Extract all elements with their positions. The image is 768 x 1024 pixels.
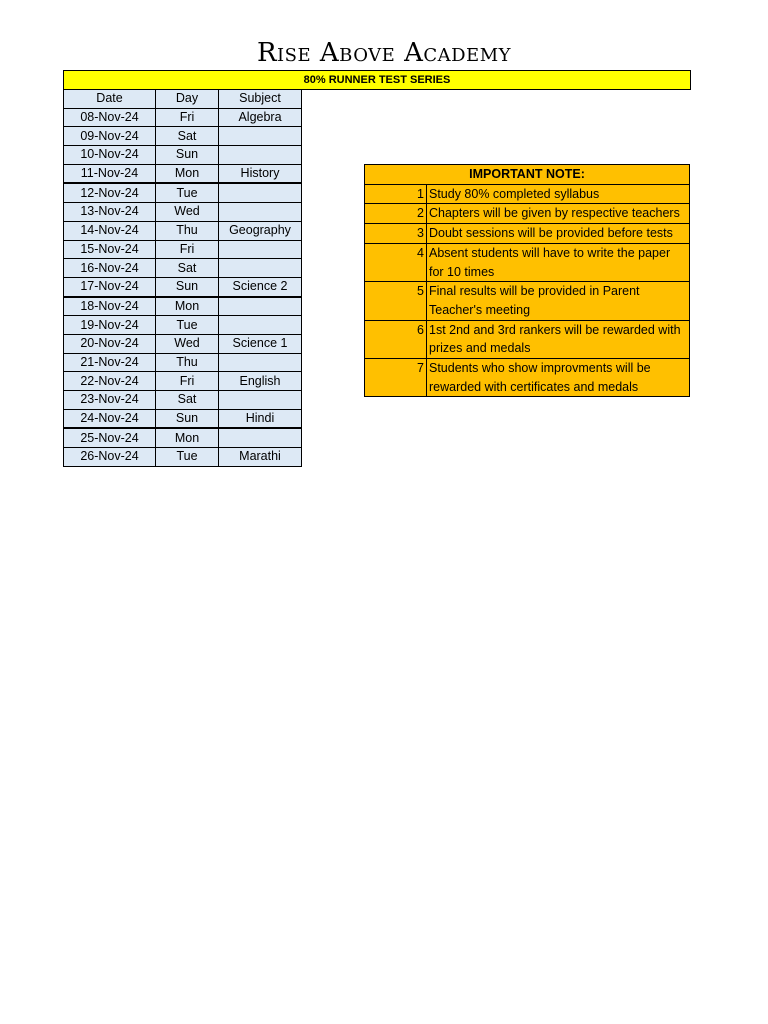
date-cell: 12-Nov-24: [64, 183, 156, 202]
table-row: [64, 183, 302, 202]
day-cell: Mon: [156, 164, 219, 183]
table-row: [64, 372, 302, 391]
note-row: [365, 184, 690, 204]
date-cell: 23-Nov-24: [64, 391, 156, 410]
subject-cell: [219, 203, 302, 222]
day-cell: Thu: [156, 353, 219, 372]
table-row: [64, 221, 302, 240]
notes-heading: IMPORTANT NOTE:: [365, 165, 690, 185]
date-cell: 19-Nov-24: [64, 316, 156, 335]
day-cell: Sat: [156, 127, 219, 146]
subject-cell: [219, 146, 302, 165]
subject-cell: Science 2: [219, 277, 302, 296]
table-row: [64, 203, 302, 222]
subject-cell: [219, 391, 302, 410]
day-cell: Wed: [156, 203, 219, 222]
header-day: Day: [156, 90, 219, 109]
table-row: [64, 277, 302, 296]
day-cell: Sun: [156, 409, 219, 428]
day-cell: Fri: [156, 240, 219, 259]
date-cell: 11-Nov-24: [64, 164, 156, 183]
note-number: 2: [365, 204, 427, 224]
date-cell: 16-Nov-24: [64, 259, 156, 278]
note-row: [365, 204, 690, 224]
table-row: [64, 391, 302, 410]
subject-cell: Marathi: [219, 448, 302, 467]
day-cell: Fri: [156, 372, 219, 391]
date-cell: 15-Nov-24: [64, 240, 156, 259]
table-row: [64, 316, 302, 335]
note-text: Absent students will have to write the paper for 10 times: [427, 243, 690, 281]
table-row: [64, 108, 302, 127]
note-text: Students who show improvments will be rewarded with certificates and medals: [427, 359, 690, 397]
subject-cell: [219, 127, 302, 146]
day-cell: Sun: [156, 277, 219, 296]
subject-cell: [219, 428, 302, 447]
table-row: [64, 428, 302, 447]
notes-header-row: [365, 165, 690, 185]
subject-cell: Hindi: [219, 409, 302, 428]
table-row: [64, 164, 302, 183]
subject-cell: [219, 316, 302, 335]
note-text: 1st 2nd and 3rd rankers will be rewarded with prizes and medals: [427, 320, 690, 358]
date-cell: 13-Nov-24: [64, 203, 156, 222]
table-row: [64, 259, 302, 278]
note-number: 1: [365, 184, 427, 204]
date-cell: 26-Nov-24: [64, 448, 156, 467]
header-date: Date: [64, 90, 156, 109]
note-row: [365, 282, 690, 320]
date-cell: 21-Nov-24: [64, 353, 156, 372]
note-number: 3: [365, 224, 427, 244]
table-row: [64, 146, 302, 165]
note-text: Study 80% completed syllabus: [427, 184, 690, 204]
series-banner: 80% RUNNER TEST SERIES: [63, 70, 691, 90]
subject-cell: [219, 240, 302, 259]
subject-cell: Geography: [219, 221, 302, 240]
subject-cell: History: [219, 164, 302, 183]
date-cell: 09-Nov-24: [64, 127, 156, 146]
date-cell: 14-Nov-24: [64, 221, 156, 240]
day-cell: Sun: [156, 146, 219, 165]
date-cell: 20-Nov-24: [64, 334, 156, 353]
day-cell: Wed: [156, 334, 219, 353]
day-cell: Tue: [156, 448, 219, 467]
subject-cell: [219, 259, 302, 278]
date-cell: 24-Nov-24: [64, 409, 156, 428]
date-cell: 25-Nov-24: [64, 428, 156, 447]
day-cell: Sat: [156, 391, 219, 410]
day-cell: Mon: [156, 428, 219, 447]
note-row: [365, 224, 690, 244]
table-row: [64, 409, 302, 428]
date-cell: 08-Nov-24: [64, 108, 156, 127]
subject-cell: [219, 183, 302, 202]
note-text: Chapters will be given by respective teachers: [427, 204, 690, 224]
note-number: 6: [365, 320, 427, 358]
table-row: [64, 448, 302, 467]
note-row: [365, 320, 690, 358]
note-row: [365, 243, 690, 281]
date-cell: 22-Nov-24: [64, 372, 156, 391]
note-number: 5: [365, 282, 427, 320]
subject-cell: [219, 297, 302, 316]
day-cell: Mon: [156, 297, 219, 316]
subject-cell: Science 1: [219, 334, 302, 353]
header-subject: Subject: [219, 90, 302, 109]
table-row: [64, 297, 302, 316]
note-text: Doubt sessions will be provided before tests: [427, 224, 690, 244]
note-text: Final results will be provided in Parent Teacher's meeting: [427, 282, 690, 320]
note-number: 7: [365, 359, 427, 397]
table-row: [64, 127, 302, 146]
day-cell: Thu: [156, 221, 219, 240]
schedule-body: [64, 90, 302, 467]
date-cell: 18-Nov-24: [64, 297, 156, 316]
subject-cell: English: [219, 372, 302, 391]
important-notes-table: [364, 164, 690, 397]
note-number: 4: [365, 243, 427, 281]
day-cell: Tue: [156, 183, 219, 202]
day-cell: Sat: [156, 259, 219, 278]
day-cell: Tue: [156, 316, 219, 335]
schedule-header-row: [64, 90, 302, 109]
date-cell: 17-Nov-24: [64, 277, 156, 296]
date-cell: 10-Nov-24: [64, 146, 156, 165]
subject-cell: Algebra: [219, 108, 302, 127]
subject-cell: [219, 353, 302, 372]
notes-body: [365, 165, 690, 397]
schedule-table: [63, 89, 302, 467]
note-row: [365, 359, 690, 397]
table-row: [64, 334, 302, 353]
day-cell: Fri: [156, 108, 219, 127]
table-row: [64, 353, 302, 372]
table-row: [64, 240, 302, 259]
page-title: Rise Above Academy: [256, 38, 512, 68]
